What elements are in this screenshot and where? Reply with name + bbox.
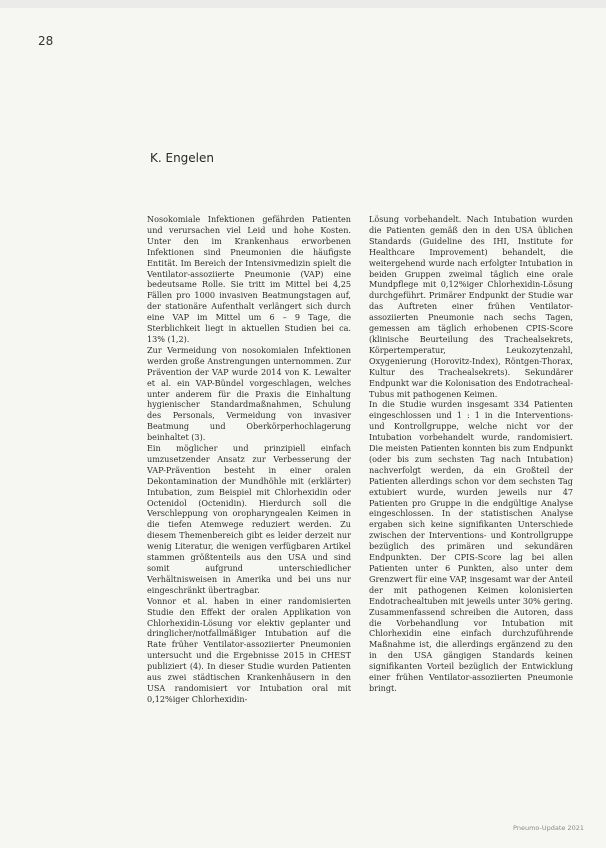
- author-name: K. Engelen: [150, 151, 215, 165]
- faded-title-line: [150, 80, 530, 108]
- faded-title-line: [150, 110, 530, 138]
- page-number: 28: [38, 34, 54, 48]
- right-text-column: [369, 214, 573, 694]
- footer-journal: Pneumo-Update 2021: [513, 824, 584, 832]
- top-band: [0, 0, 606, 8]
- paragraph: Lösung vorbehandelt. Nach Intubation wurden die Patienten gemäß den in den USA üblichen Standards (Guideline des IHI, Institute for Healthcare Improvement) behandelt, die weitergehend wurde nach erfolgter Intubation in beiden Gruppen zweimal täglich eine orale Mundpflege mit 0,12%iger Chlorhexidin-Lösung durchgeführt. Primärer Endpunkt der Studie war das Auftreten einer frühen Ventilator-assoziierten Pneumonie nach sechs Tagen, gemessen am täglich erhobenen CPIS-Score (klinische Beurteilung des Trachealsekrets, Körpertemperatur, Leukozytenzahl, Oxygenierung (Horovitz-Index), Röntgen-Thorax, Kultur des Trachealsekrets). Sekundärer Endpunkt war die Kolonisation des Endotracheal-Tubus mit pathogenen Keimen.: [369, 214, 573, 399]
- paragraph: In die Studie wurden insgesamt 334 Patienten eingeschlossen und 1 : 1 in die Interventions- und Kontrollgruppe, welche nicht vor der Intubation vorbehandelt wurde, randomisiert. Die meisten Patienten konnten bis zum Endpunkt (oder bis zum sechsten Tag nach Intubation) nachverfolgt werden, da ein Großteil der Patienten allerdings schon vor dem sechsten Tag extubiert wurde, wurden jeweils nur 47 Patienten pro Gruppe in die endgültige Analyse eingeschlossen. In der statistischen Analyse ergaben sich keine signifikanten Unterschiede zwischen der Interventions- und Kontrollgruppe bezüglich des primären und sekundären Endpunkten. Der CPIS-Score lag bei allen Patienten unter 6 Punkten, also unter dem Grenzwert für eine VAP, insgesamt war der Anteil der mit pathogenen Keimen kolonisierten Endotrachealtuben mit jeweils unter 30% gering. Zusammenfassend schreiben die Autoren, dass die Vorbehandlung vor Intubation mit Chlorhexidin eine einfach durchzuführende Maßnahme ist, die allerdings ergänzend zu den in den USA gängigen Standards keinen signifikanten Vorteil bezüglich der Entwicklung einer frühen Ventilator-assoziierten Pneumonie bringt.: [369, 399, 573, 693]
- paragraph: Vonnor et al. haben in einer randomisierten Studie den Effekt der oralen Applikation von Chlorhexidin-Lösung vor elektiv geplanter und dringlicher/notfallmäßiger Intubation auf die Rate früher Ventilator-assoziierter Pneumonien untersucht und die Ergebnisse 2015 in CHEST publiziert (4). In dieser Studie wurden Patienten aus zwei städtischen Krankenhäusern in den USA randomisiert vor Intubation oral mit 0,12%iger Chlorhexidin-: [147, 595, 351, 704]
- faded-title-block: [150, 80, 530, 140]
- paragraph: Nosokomiale Infektionen gefährden Patienten und verursachen viel Leid und hohe Kosten. Unter den im Krankenhaus erworbenen Infektionen sind Pneumonien die häufigste Entität. Im Bereich der Intensivmedizin spielt die Ventilator-assoziierte Pneumonie (VAP) eine bedeutsame Rolle. Sie tritt im Mittel bei 4,25 Fällen pro 1000 invasiven Beatmungstagen auf, der stationäre Aufenthalt verlängert sich durch eine VAP im Mittel um 6 – 9 Tage, die Sterblichkeit liegt in aktuellen Studien bei ca. 13% (1,2).: [147, 214, 351, 344]
- left-text-column: [147, 214, 351, 705]
- paragraph: Zur Vermeidung von nosokomialen Infektionen werden große Anstrengungen unternommen. Zur Prävention der VAP wurde 2014 von K. Lewalter et al. ein VAP-Bündel vorgeschlagen, welches unter anderem für die Praxis die Einhaltung hygienischer Standardmaßnahmen, Schulung des Personals, Vermeidung von invasiver Beatmung und Oberkörperhochlagerung beinhaltet (3).: [147, 344, 351, 443]
- paragraph: Ein möglicher und prinzipiell einfach umzusetzender Ansatz zur Verbesserung der VAP-Prävention besteht in einer oralen Dekontamination der Mundhöhle mit (erklärter) Intubation, zum Beispiel mit Chlorhexidin oder Octenidol (Octenidin). Hierdurch soll die Verschleppung von oropharyngealen Keimen in die tiefen Atemwege reduziert werden. Zu diesem Themenbereich gibt es leider derzeit nur wenig Literatur, die wenigen verfügbaren Artikel stammen größtenteils aus den USA und sind somit aufgrund unterschiedlicher Verhältnisweisen in Amerika und bei uns nur eingeschränkt übertragbar.: [147, 443, 351, 595]
